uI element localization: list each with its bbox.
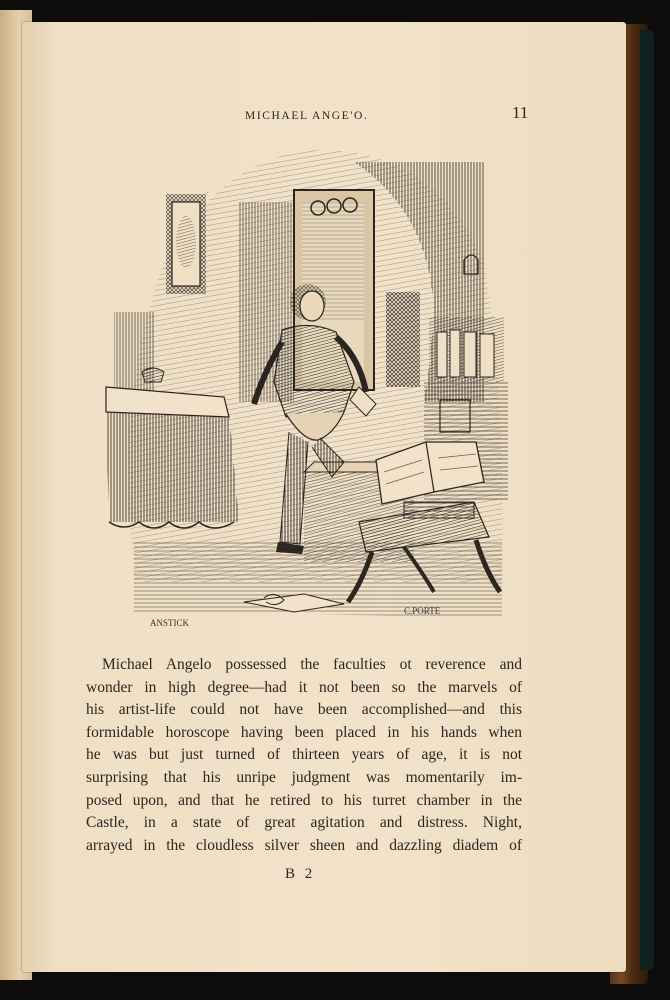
engraved-illustration <box>104 142 508 630</box>
text-line: formidable horoscope having been placed in his hands when <box>86 723 522 741</box>
running-header: MICHAEL ANGE'O. <box>245 110 369 122</box>
text-line: Michael Angelo possessed the faculties ot reverence and <box>102 656 522 673</box>
text-line: posed upon, and that he retired to his turret chamber in the <box>86 791 522 809</box>
text-line: wonder in high degree—had it not been so the marvels of <box>86 678 522 696</box>
body-text <box>86 654 522 857</box>
draped-table <box>106 412 239 522</box>
signature-mark: B 2 <box>285 866 316 882</box>
page-number: 11 <box>512 103 529 122</box>
text-line: he was but just turned of thirteen years of age, it is not <box>86 746 522 764</box>
text-line: his artist-life could not have been accomplished—and this <box>86 701 522 719</box>
text-line: surprising that his unripe judgment was momentarily im- <box>86 768 522 786</box>
engraver-signature-left: ANSTICK <box>150 618 190 628</box>
engraver-signature-right: C.PORTE <box>404 606 441 616</box>
text-line: arrayed in the cloudless silver sheen and dazzling diadem of <box>86 836 522 854</box>
text-line: Castle, in a state of great agitation and distress. Night, <box>86 814 522 832</box>
book-cover-edge <box>640 30 654 970</box>
